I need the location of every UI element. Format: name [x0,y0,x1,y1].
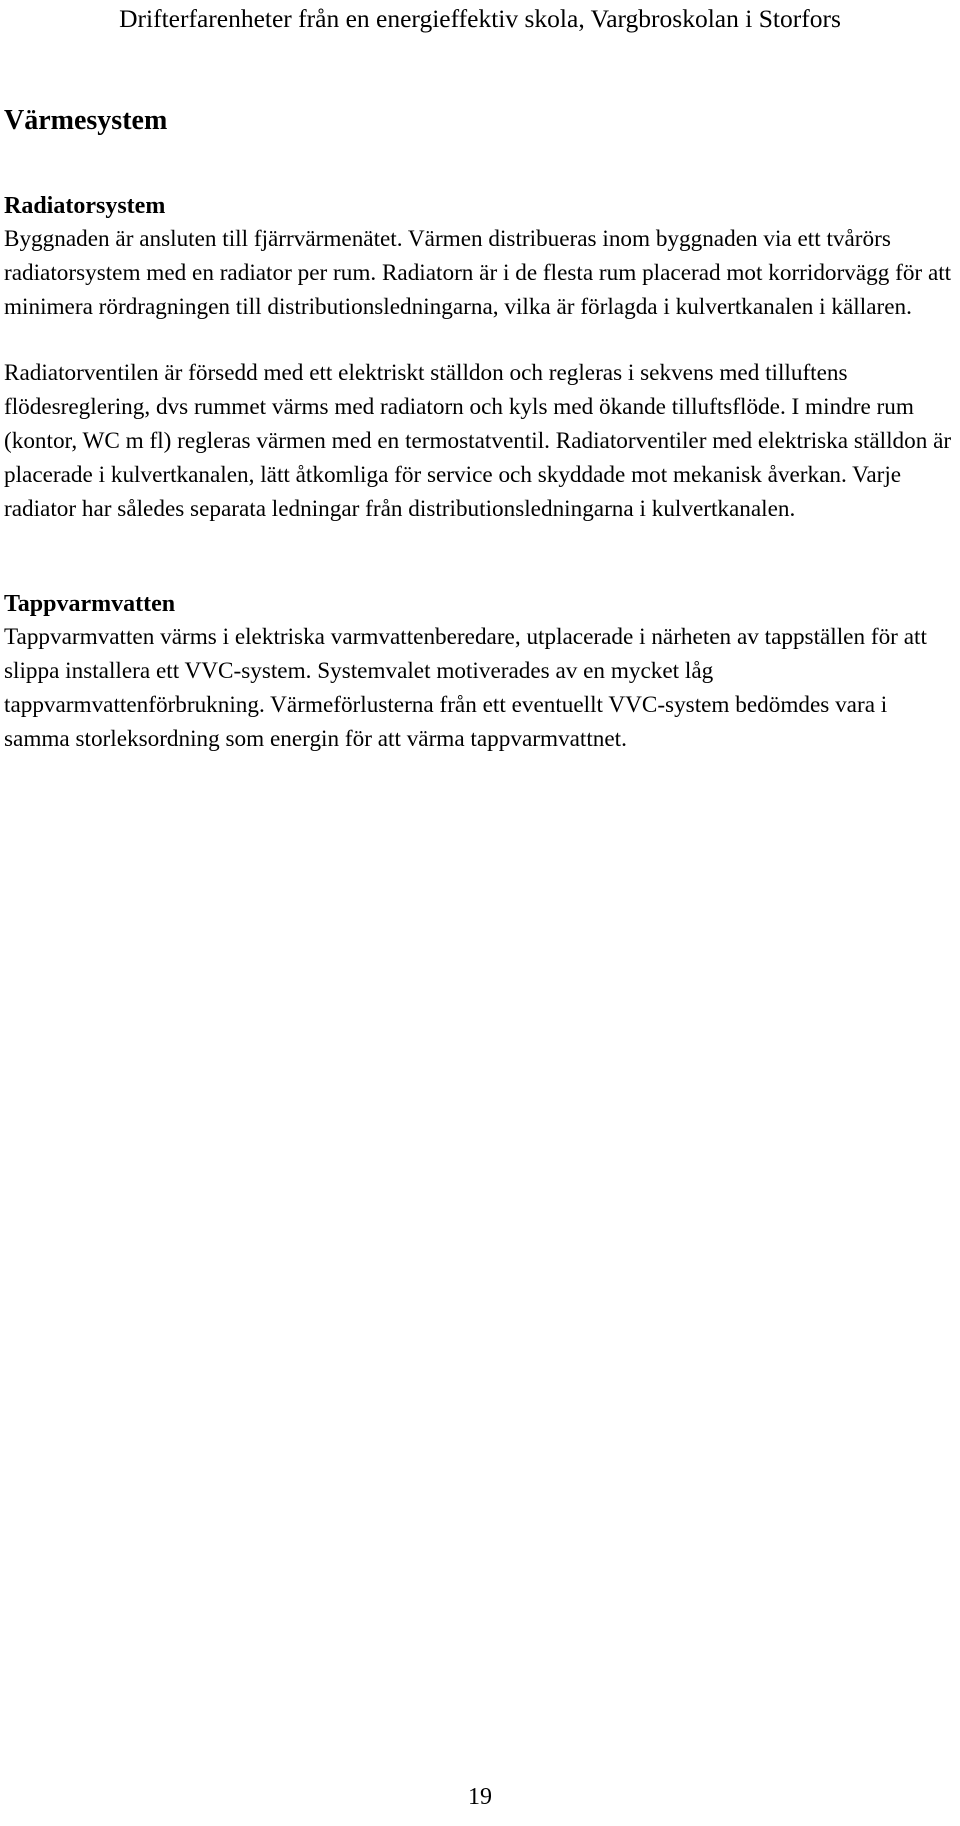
subheading-tappvarmvatten: Tappvarmvatten [4,591,176,617]
running-header: Drifterfarenheter från en energieffektiv skola, Vargbroskolan i Storfors [119,4,841,33]
section-title: Värmesystem [4,105,168,136]
paragraph-radiator-intro: Byggnaden är ansluten till fjärrvärmenätet. Värmen distribueras inom byggnaden via ett tvårörs radiatorsystem med en radiator per rum. Radiatorn är i de flesta rum placerad mot korridorvägg för att minimera rördragningen till distributionsledningarna, vilka är förlagda i kulvertkanalen i källaren. [4,226,952,320]
paragraph-radiator-valves: Radiatorventilen är försedd med ett elektriskt ställdon och regleras i sekvens med tilluftens flödesreglering, dvs rummet värms med radiatorn och kyls med ökande tilluftsflöde. I mindre rum (kontor, WC m fl) regleras värmen med en termostatventil. Radiatorventiler med elektriska ställdon är placerade i kulvertkanalen, lätt åtkomliga för service och skyddade mot mekanisk åverkan. Varje radiator har således separata ledningar från distributionsledningarna i kulvertkanalen. [4,360,952,522]
page-number: 19 [468,1784,492,1810]
subheading-radiatorsystem: Radiatorsystem [4,193,166,219]
document-body [4,104,952,756]
paragraph-tappvarmvatten: Tappvarmvatten värms i elektriska varmvattenberedare, utplacerade i närheten av tappställen för att slippa installera ett VVC-system. Systemvalet motiverades av en mycket låg tappvarmvattenförbrukning. Värmeförlusterna från ett eventuellt VVC-system bedömdes vara i samma storleksordning som energin för att värma tappvarmvattnet. [4,624,927,752]
